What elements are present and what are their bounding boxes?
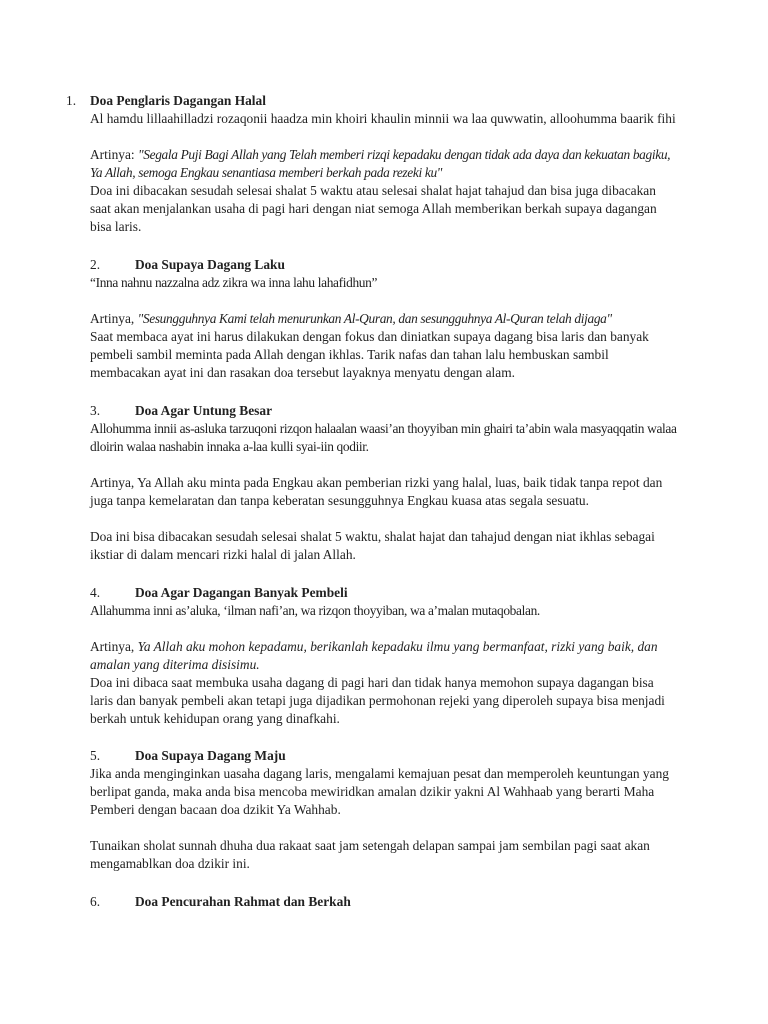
prayer-text: Allohumma innii as-asluka tarzuqoni rizqon halaalan waasi’an thoyyiban min ghairi ta’abin wala masyaqqatin walaa dloirin walaa nashabin innaka a-laa kulli syai-iin qodiir. <box>90 421 677 454</box>
section-title: Doa Agar Untung Besar <box>135 403 273 418</box>
section-heading <box>90 747 680 765</box>
section-4 <box>90 584 680 728</box>
section-number: 5. <box>90 748 101 763</box>
section-number: 1. <box>66 93 77 108</box>
description: Saat membaca ayat ini harus dilakukan dengan fokus dan diniatkan supaya dagang bisa laris dan banyak pembeli sambil meminta pada Allah dengan ikhlas. Tarik nafas dan tahan lalu hembuskan sambil membacakan ayat ini dan rasakan doa tersebut layaknya menyatu dengan alam. <box>90 329 649 380</box>
translation <box>90 146 680 182</box>
section-number: 3. <box>90 403 101 418</box>
translation <box>90 638 680 674</box>
translation <box>90 310 680 328</box>
section-title: Doa Penglaris Dagangan Halal <box>90 93 266 108</box>
section-number: 6. <box>90 894 101 909</box>
translation-text: "Segala Puji Bagi Allah yang Telah memberi rizqi kepadaku dengan tidak ada daya dan kekuatan bagiku, Ya Allah, semoga Engkau senantiasa memberi berkah pada rezeki ku" <box>90 147 671 180</box>
prayer-text: “Inna nahnu nazzalna adz zikra wa inna lahu lahafidhun” <box>90 275 378 290</box>
section-6 <box>90 893 680 911</box>
translation-text: Ya Allah aku mohon kepadamu, berikanlah kepadaku ilmu yang bermanfaat, rizki yang baik, dan amalan yang diterima disisimu. <box>90 639 658 672</box>
section-number: 4. <box>90 585 101 600</box>
translation-prefix: Artinya, <box>90 311 138 326</box>
section-title: Doa Supaya Dagang Maju <box>135 748 286 763</box>
section-heading <box>66 92 680 110</box>
section-title: Doa Supaya Dagang Laku <box>135 257 285 272</box>
description: Doa ini dibaca saat membuka usaha dagang di pagi hari dan tidak hanya memohon supaya dagangan bisa laris dan banyak pembeli akan tetapi juga dijadikan permohonan rejeki yang diperoleh supaya bisa menjadi berkah untuk kehidupan orang yang dinafkahi. <box>90 675 665 726</box>
section-3 <box>90 402 680 564</box>
section-2 <box>90 256 680 382</box>
prayer-text: Allahumma inni as’aluka, ‘ilman nafi’an, wa rizqon thoyyiban, wa a’malan mutaqobalan. <box>90 603 540 618</box>
prayer-text: Al hamdu lillaahilladzi rozaqonii haadza min khoiri khaulin minnii wa laa quwwatin, alloohumma baarik fihi <box>90 111 676 126</box>
section-number: 2. <box>90 257 101 272</box>
translation-prefix: Artinya, <box>90 639 138 654</box>
description: Doa ini dibacakan sesudah selesai shalat 5 waktu atau selesai shalat hajat tahajud dan bisa juga dibacakan saat akan menjalankan usaha di pagi hari dengan niat semoga Allah memberikan berkah supaya dagangan bisa laris. <box>90 183 657 234</box>
section-title: Doa Agar Dagangan Banyak Pembeli <box>135 585 348 600</box>
description: Jika anda menginginkan uasaha dagang laris, mengalami kemajuan pesat dan memperoleh keuntungan yang berlipat ganda, maka anda bisa mencoba mewiridkan amalan dzikir yakni Al Wahhaab yang berarti Maha Pemberi dengan bacaan doa dzikit Ya Wahhab. <box>90 766 669 817</box>
section-heading <box>90 893 680 911</box>
section-1 <box>66 92 680 236</box>
translation-prefix: Artinya: <box>90 147 138 162</box>
description: Doa ini bisa dibacakan sesudah selesai shalat 5 waktu, shalat hajat dan tahajud dengan niat ikhlas sebagai ikstiar di dalam mencari rizki halal di jalan Allah. <box>90 529 655 562</box>
section-5 <box>90 747 680 873</box>
translation-text: "Sesungguhnya Kami telah menurunkan Al-Quran, dan sesungguhnya Al-Quran telah dijaga" <box>137 311 612 326</box>
translation: Artinya, Ya Allah aku minta pada Engkau akan pemberian rizki yang halal, luas, baik tidak tanpa repot dan juga tanpa kemelaratan dan tanpa keberatan sesungguhnya Engkau kuasa atas segala sesuatu. <box>90 475 663 508</box>
section-title: Doa Pencurahan Rahmat dan Berkah <box>135 894 351 909</box>
section-heading <box>90 584 680 602</box>
description-2: Tunaikan sholat sunnah dhuha dua rakaat saat jam setengah delapan sampai jam sembilan pagi saat akan mengamablkan doa dzikir ini. <box>90 838 650 871</box>
section-heading <box>90 402 680 420</box>
section-heading <box>90 256 680 274</box>
